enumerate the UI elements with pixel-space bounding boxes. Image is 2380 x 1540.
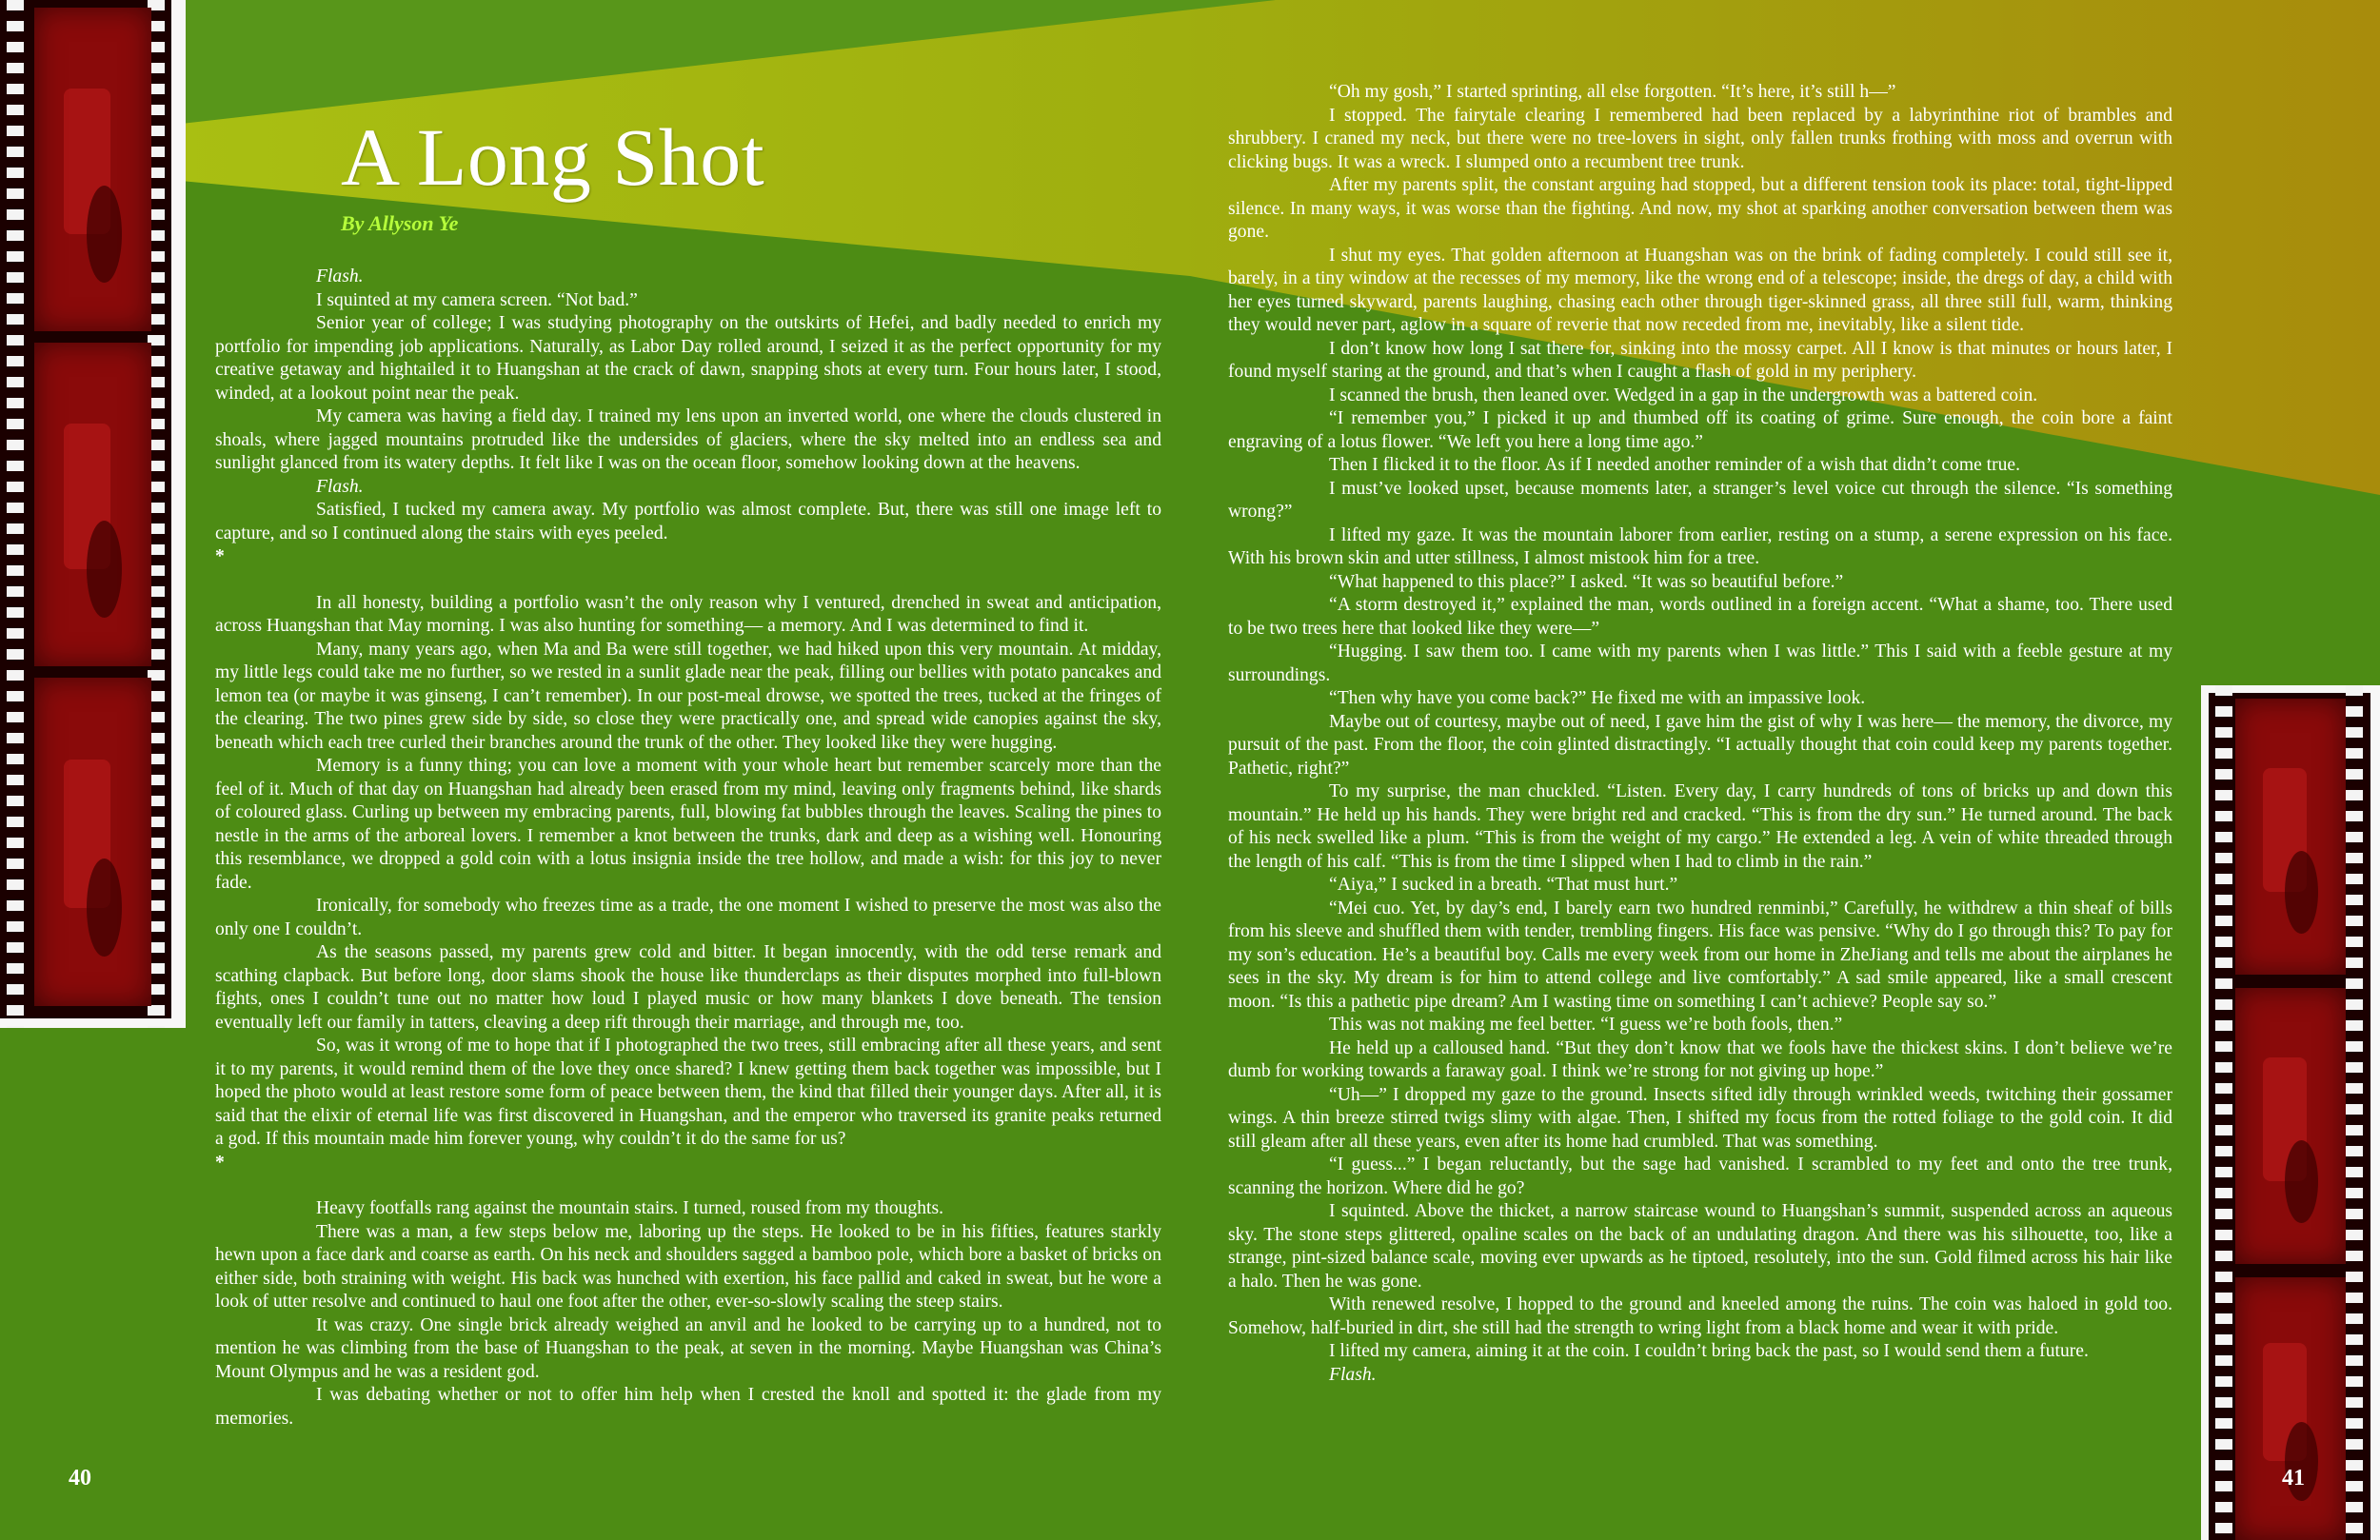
paragraph: So, was it wrong of me to hope that if I photographed the two trees, still embracing after all these years, and sent it to my parents, it would remind them of the love they once shared? I knew getting them back together was impossible, but I hoped the photo would at least restore some form of peace between them, the kind that filled their younger days. After all, it is said that the elixir of eternal life was first discovered in Huangshan, and the emperor who traversed its granite peaks returned a god. If this mountain made him forever young, why couldn’t it do the same for us?	[215, 1036, 1161, 1149]
article-title: A Long Shot	[341, 111, 765, 203]
left-text-column	[215, 266, 1161, 1431]
paragraph: Flash.	[316, 476, 364, 497]
paragraph: “I guess...” I began reluctantly, but the sage had vanished. I scrambled to my feet and onto the tree trunk, scanning the horizon. Where did he go?	[1228, 1155, 2172, 1198]
film-frame	[34, 343, 151, 666]
sprocket-holes-right	[2346, 685, 2363, 1540]
paragraph: “I remember you,” I picked it up and thumbed off its coating of grime. Sure enough, the coin bore a faint engraving of a lotus flower. “We left you here a long time ago.”	[1228, 408, 2172, 452]
paragraph: I scanned the brush, then leaned over. Wedged in a gap in the undergrowth was a battered coin.	[1329, 385, 2038, 405]
section-break: *	[215, 546, 225, 566]
paragraph: Satisfied, I tucked my camera away. My portfolio was almost complete. But, there was still one image left to capture, and so I continued along the stairs with eyes peeled.	[215, 500, 1161, 543]
paragraph: To my surprise, the man chuckled. “Listen. Every day, I carry hundreds of tons of bricks up and down this mountain.” He held up his hands. They were bright red and cracked. “This is from the dry sun.” He turned around. The back of his neck swelled like a plum. “This is from the weight of my cargo.” He extended a leg. A vein of white threaded through the length of his calf. “This is from the time I slipped when I had to climb in the rain.”	[1228, 781, 2172, 872]
film-frame	[2235, 699, 2346, 975]
film-frame	[34, 8, 151, 331]
paragraph: I squinted at my camera screen. “Not bad.”	[316, 289, 638, 310]
paragraph: I squinted. Above the thicket, a narrow staircase wound to Huangshan’s summit, suspended across an aqueous sky. The stone steps glittered, opaline scales on the back of an undulating dragon. And there was his silhouette, too, like a strange, pint-sized balance scale, moving ever upwards as he tiptoed, resolutely, into the sun. Gold filmed across his hair like a halo. Then he was gone.	[1228, 1201, 2172, 1292]
paragraph: “Oh my gosh,” I started sprinting, all else forgotten. “It’s here, it’s still h—”	[1329, 82, 1896, 102]
film-frame	[2235, 988, 2346, 1264]
paragraph: “Hugging. I saw them too. I came with my parents when I was little.” This I said with a feeble gesture at my surroundings.	[1228, 642, 2172, 685]
paragraph: My camera was having a field day. I trained my lens upon an inverted world, one where the clouds clustered in shoals, where jagged mountains protruded like the undersides of glaciers, where the sky melted into an endless sea and sunlight glanced from its watery depths. It felt like I was on the ocean floor, somehow looking down at the heavens.	[215, 406, 1161, 473]
film-strip-right	[2201, 685, 2380, 1540]
paragraph: “Then why have you come back?” He fixed me with an impassive look.	[1329, 688, 1866, 708]
page-number-left: 40	[69, 1466, 91, 1491]
paragraph: “What happened to this place?” I asked. “It was so beautiful before.”	[1329, 571, 1844, 592]
paragraph: “Aiya,” I sucked in a breath. “That must hurt.”	[1329, 875, 1678, 895]
paragraph: “Uh—” I dropped my gaze to the ground. Insects sifted idly through wrinkled weeds, twitching their gossamer wings. A thin breeze stirred twigs slimy with algae. Then, I shifted my focus from the rotted foliage to the gold coin. It did still gleam after all these years, even after its home had crumbled. That was something.	[1228, 1084, 2172, 1152]
sprocket-holes-left	[7, 0, 24, 1028]
paragraph: As the seasons passed, my parents grew cold and bitter. It began innocently, with the odd terse remark and scathing clapback. But before long, door slams shook the house like thunderclaps as their disputes morphed into full-blown fights, ones I couldn’t tune out no matter how loud I played music or how many blankets I dove beneath. The tension eventually left our family in tatters, cleaving a deep rift through their marriage, and through me, too.	[215, 942, 1161, 1033]
film-frame	[34, 678, 151, 1006]
paragraph: I was debating whether or not to offer him help when I crested the knoll and spotted it: the glade from my memories.	[215, 1385, 1161, 1429]
paragraph: With renewed resolve, I hopped to the ground and kneeled among the ruins. The coin was haloed in gold too. Somehow, half-buried in dirt, she still had the strength to wring light from a black home and wear it with pride.	[1228, 1294, 2172, 1338]
sprocket-holes-left	[2215, 685, 2232, 1540]
paragraph: Ironically, for somebody who freezes time as a trade, the one moment I wished to preserve the most was also the only one I couldn’t.	[215, 896, 1161, 939]
paragraph: I lifted my camera, aiming it at the coin. I couldn’t bring back the past, so I would send them a future.	[1329, 1341, 2089, 1361]
paragraph: Flash.	[316, 267, 364, 286]
paragraph: Senior year of college; I was studying photography on the outskirts of Hefei, and badly needed to enrich my portfolio for impending job applications. Naturally, as Labor Day rolled around, I seized it as the perfect opportunity for my creative getaway and hightailed it to Huangshan at the crack of dawn, snapping shots at every turn. Four hours later, I stood, winded, at a lookout point near the peak.	[215, 313, 1161, 404]
film-strip-left	[0, 0, 186, 1028]
paragraph: Then I flicked it to the floor. As if I needed another reminder of a wish that didn’t come true.	[1329, 455, 2021, 475]
paragraph: I shut my eyes. That golden afternoon at Huangshan was on the brink of fading completely. I could still see it, barely, in a tiny window at the recesses of my memory, like the wrong end of a telescope; inside, the dregs of day, a child with her eyes turned skyward, parents laughing, chasing each other through tiger-skinned grass, all three still full, warm, thinking they would never part, aglow in a square of reverie that now receded from me, inevitably, like a silent tide.	[1228, 245, 2172, 335]
paragraph: “Mei cuo. Yet, by day’s end, I barely earn two hundred renminbi,” Carefully, he withdrew a thin sheaf of bills from his sleeve and shuffled them with tender, trembling fingers. His face was pensive. “Why do I go through this? To pay for my son’s education. He’s a beautiful boy. Calls me every week from our home in ZheJiang and tells me about the airplanes he sees in the sky. My dream is for him to attend college and live comfortably.” A sad smile appeared, like a small crescent moon. “Is this a pathetic pipe dream? Am I wasting time on something I can’t achieve? People say so.”	[1228, 898, 2172, 1012]
paragraph: “A storm destroyed it,” explained the man, words outlined in a foreign accent. “What a shame, too. There used to be two trees here that looked like they were—”	[1228, 595, 2172, 639]
section-break: *	[215, 1152, 225, 1173]
paragraph: Heavy footfalls rang against the mountain stairs. I turned, roused from my thoughts.	[316, 1198, 943, 1218]
article-byline: By Allyson Ye	[341, 211, 459, 235]
paragraph: I lifted my gaze. It was the mountain laborer from earlier, resting on a stump, a serene expression on his face. With his brown skin and utter stillness, I almost mistook him for a tree.	[1228, 524, 2172, 568]
film-frame	[2235, 1277, 2346, 1540]
paragraph: I don’t know how long I sat there for, sinking into the mossy carpet. All I know is that minutes or hours later, I found myself staring at the ground, and that’s when I caught a flash of gold in my periphery.	[1228, 338, 2172, 382]
paragraph: Flash.	[1329, 1364, 1377, 1385]
paragraph: It was crazy. One single brick already weighed an anvil and he looked to be carrying up to a hundred, not to mention he was climbing from the base of Huangshan to the peak, at seven in the morning. Maybe Huangshan was China’s Mount Olympus and he was a resident god.	[215, 1314, 1161, 1382]
paragraph: After my parents split, the constant arguing had stopped, but a different tension took its place: total, tight-lipped silence. In many ways, it was worse than the fighting. And now, my shot at sparking another conversation between them was gone.	[1228, 175, 2172, 242]
paragraph: Many, many years ago, when Ma and Ba were still together, we had hiked upon this very mountain. At midday, my little legs could take me no further, so we rested in a sunlit glade near the peak, filling our bellies with potato pancakes and lemon tea (or maybe it was ginseng, I can’t remember). In our post-meal drowse, we spotted the trees, tucked at the fringes of the clearing. The two pines grew side by side, so close they were practically one, and spread wide canopies against the sky, beneath which each tree curled their branches around the trunk of the other. They looked like they were hugging.	[215, 639, 1161, 753]
paragraph: This was not making me feel better. “I guess we’re both fools, then.”	[1329, 1015, 1843, 1035]
paragraph: Memory is a funny thing; you can love a moment with your whole heart but remember scarcely more than the feel of it. Much of that day on Huangshan had already been erased from my mind, leaving only fragments behind, like shards of coloured glass. Curling up between my embracing parents, full, blowing fat bubbles through the leaves. Scaling the pines to nestle in the arms of the arboreal lovers. I remember a knot between the trunks, dark and deep as a wishing well. Honouring this resemblance, we dropped a gold coin with a lotus insignia inside the tree hollow, and made a wish: for this joy to never fade.	[215, 756, 1161, 893]
paragraph: There was a man, a few steps below me, laboring up the steps. He looked to be in his fifties, features starkly hewn upon a face dark and coarse as earth. On his neck and shoulders sagged a bamboo pole, which bore a basket of bricks on either side, both straining with weight. His back was hunched with exertion, his face pallid and caked in sweat, but he wore a look of utter resolve and continued to haul one foot after the other, ever-so-slowly scaling the steep stairs.	[215, 1221, 1161, 1312]
paragraph: I stopped. The fairytale clearing I remembered had been replaced by a labyrinthine riot of brambles and shrubbery. I craned my neck, but there were no tree-lovers in sight, only fallen trunks frothing with moss and overrun with clicking bugs. It was a wreck. I slumped onto a recumbent tree trunk.	[1228, 105, 2172, 172]
paragraph: Maybe out of courtesy, maybe out of need, I gave him the gist of why I was here— the memory, the divorce, my pursuit of the past. From the floor, the coin glinted distractingly. “I actually thought that coin could keep my parents together. Pathetic, right?”	[1228, 711, 2172, 779]
paragraph: I must’ve looked upset, because moments later, a stranger’s level voice cut through the silence. “Is something wrong?”	[1228, 478, 2172, 522]
right-text-column	[1228, 81, 2172, 1387]
paragraph: In all honesty, building a portfolio wasn’t the only reason why I ventured, drenched in sweat and anticipation, across Huangshan that May morning. I was also hunting for something— a memory. And I was determined to find it.	[215, 592, 1161, 636]
paragraph: He held up a calloused hand. “But they don’t know that we fools have the thickest skins. I don’t believe we’re dumb for working towards a faraway goal. I think we’re strong for not giving up hope.”	[1228, 1037, 2172, 1081]
page-number-right: 41	[2282, 1466, 2305, 1491]
